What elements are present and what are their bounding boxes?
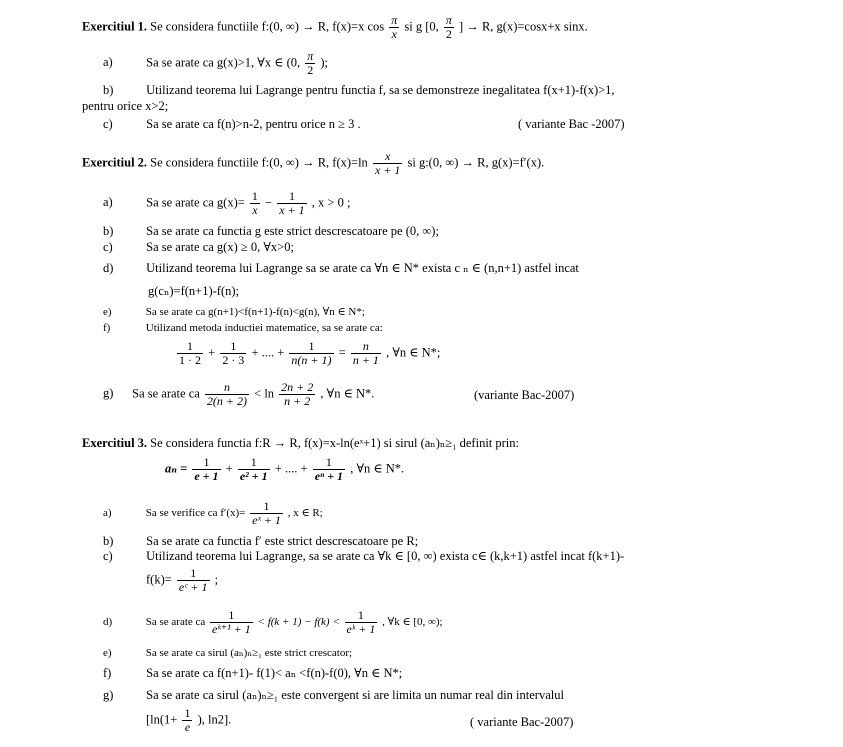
ex2-b-label: b) <box>103 224 114 238</box>
ex3-item-f <box>103 666 402 681</box>
ex3-d-end: , ∀k ∈ [0, ∞); <box>382 616 443 629</box>
ex3-g-cont-a: [ln(1+ <box>146 712 178 727</box>
ex2-item-c <box>103 240 294 255</box>
ex3-source: ( variante Bac-2007) <box>470 715 574 729</box>
ex2-a-frac1: $\frac{1}{x}$ <box>251 189 258 217</box>
ex3-e-label: e) <box>103 647 112 659</box>
ex3-b-text: Sa se arate ca functia f′ este strict descrescatoare pe R; <box>146 534 419 548</box>
ex3-a-end: , x ∈ R; <box>287 507 323 520</box>
ex3-seq-frac3: $\frac{1}{\text{eⁿ + 1}}$ <box>314 455 344 483</box>
ex3-d-text: Sa se arate ca <box>145 616 206 629</box>
ex3-intro: Se considera functia f:R → R, f(x)=x-ln(eˣ+1) si sirul (aₙ)ₙ≥₁ definit prin: <box>150 436 519 450</box>
ex1-item-a <box>103 50 328 77</box>
ex2-a-minus: − <box>265 195 273 210</box>
ex3-g-cont <box>146 707 231 734</box>
ex3-d-frac1: $\frac{1}{\text{eᵏ⁺¹ + 1}}$ <box>212 608 251 636</box>
ex3-c-end: ; <box>214 572 219 587</box>
ex1-intro-c: ] → R, g(x)=cosx+x sinx. <box>459 19 588 34</box>
ex3-f-text: Sa se arate ca f(n+1)- f(1)< aₙ <f(n)-f(0), ∀n ∈ N*; <box>146 666 403 680</box>
ex2-f-frac1: $\frac{1}{1 \cdot 2}$ <box>179 339 201 367</box>
ex3-item-d <box>103 609 443 636</box>
ex3-title: Exercitiul 3. <box>82 436 148 450</box>
ex2-a-text: Sa se arate ca g(x)= <box>146 195 245 210</box>
ex3-a-text: Sa se verifice ca f′(x)= <box>145 507 246 520</box>
ex2-g-label: g) <box>103 386 114 401</box>
ex2-item-g <box>103 381 374 408</box>
ex2-item-a <box>103 190 350 217</box>
ex2-g-end: , ∀n ∈ N*. <box>320 386 375 401</box>
ex1-source: ( variante Bac -2007) <box>518 117 625 131</box>
ex3-a-label: a) <box>103 507 112 520</box>
ex1-c-text: Sa se arate ca f(n)>n-2, pentru orice n ≥ 3 . <box>146 117 361 131</box>
ex1-a-text: Sa se arate ca g(x)>1, ∀x ∈ (0, <box>146 55 301 70</box>
ex2-b-text: Sa se arate ca functia g este strict descrescatoare pe (0, ∞); <box>146 224 439 238</box>
ex3-seq-frac2: $\frac{1}{\text{e² + 1}}$ <box>239 455 268 483</box>
ex3-c-cont-text: f(k)= <box>146 572 172 587</box>
ex2-d-label: d) <box>103 261 114 275</box>
ex3-d-frac2: $\frac{1}{\text{eᵏ + 1}}$ <box>346 608 376 636</box>
ex1-a-pi-over-2: $\frac{\pi}{2}$ <box>307 49 314 77</box>
ex2-a-label: a) <box>103 195 113 210</box>
ex2-e-text: Sa se arate ca g(n+1)<f(n+1)-f(n)<g(n), ∀n ∈ N*; <box>145 306 365 318</box>
ex2-source: (variante Bac-2007) <box>474 388 575 402</box>
ex2-f-text: Utilizand metoda inductiei matematice, sa se arate ca: <box>145 322 383 334</box>
ex2-d-text: Utilizand teorema lui Lagrange sa se arate ca ∀n ∈ N* exista c ₙ ∈ (n,n+1) astfel incat <box>146 261 579 275</box>
ex2-a-frac2: $\frac{1}{x + 1}$ <box>279 189 305 217</box>
ex3-g-frac: $\frac{1}{e}$ <box>184 706 191 734</box>
ex2-item-e <box>103 306 365 319</box>
ex2-c-text: Sa se arate ca g(x) ≥ 0, ∀x>0; <box>146 240 294 254</box>
ex2-g-frac2: $\frac{2n + 2}{n + 2}$ <box>281 380 314 408</box>
ex3-a-frac: $\frac{1}{\text{eˣ + 1}}$ <box>252 499 281 527</box>
ex3-seq-lhs: aₙ = <box>165 461 188 476</box>
ex1-b-label: b) <box>103 83 114 97</box>
ex3-seq-plus: + <box>225 461 233 476</box>
ex3-g-cont-b: ), ln2]. <box>197 712 232 727</box>
ex2-f-equals: = <box>338 345 346 360</box>
ex2-intro-line <box>82 150 544 177</box>
ex1-item-b <box>103 83 615 98</box>
ex3-d-label: d) <box>103 616 113 629</box>
ex3-c-text: Utilizand teorema lui Lagrange, sa se arate ca ∀k ∈ [0, ∞) exista c∈ (k,k+1) astfel incat f(k+1)- <box>146 549 625 563</box>
ex1-c-label: c) <box>103 117 113 131</box>
ex2-a-end: , x > 0 ; <box>311 195 351 210</box>
ex1-b-cont: pentru orice x>2; <box>82 99 169 113</box>
ex2-g-text: Sa se arate ca <box>132 386 200 401</box>
ex1-pi-over-x: $\frac{\pi}{x}$ <box>391 13 398 41</box>
ex1-intro-b: si g [0, <box>404 19 439 34</box>
ex1-b-text: Utilizand teorema lui Lagrange pentru functia f, sa se demonstreze inegalitatea f(x+1)-f(x)>1, <box>146 83 615 97</box>
ex3-seq-dots: + .... + <box>274 461 308 476</box>
ex3-seq-formula <box>165 456 404 483</box>
ex3-c-frac: $\frac{1}{\text{eᶜ + 1}}$ <box>178 566 208 594</box>
ex1-intro-line <box>82 14 588 41</box>
ex2-f-formula <box>175 340 440 367</box>
ex3-g-label: g) <box>103 688 114 702</box>
ex3-item-a <box>103 500 323 527</box>
ex3-item-e <box>103 647 352 660</box>
ex2-g-mid: < ln <box>254 386 275 401</box>
ex3-b-label: b) <box>103 534 114 548</box>
ex2-title: Exercitiul 2. <box>82 155 148 170</box>
ex2-g-frac1: $\frac{n}{2(n + 2)}$ <box>206 380 248 408</box>
ex2-item-f <box>103 322 383 335</box>
ex2-f-end: , ∀n ∈ N*; <box>386 345 441 360</box>
ex1-item-c <box>103 117 663 132</box>
ex3-seq-frac1: $\frac{1}{e + 1}$ <box>194 455 219 483</box>
ex1-a-end: ); <box>320 55 329 70</box>
ex1-a-label: a) <box>103 55 113 70</box>
ex3-e-text: Sa se arate ca sirul (aₙ)ₙ≥₁ este strict crescator; <box>145 647 353 659</box>
ex3-f-label: f) <box>103 666 112 680</box>
ex2-intro-b: si g:(0, ∞) → R, g(x)=f′(x). <box>407 155 545 170</box>
ex2-d-cont: g(cₙ)=f(n+1)-f(n); <box>148 284 239 298</box>
ex3-item-b <box>103 534 418 549</box>
ex3-intro-line <box>82 436 519 451</box>
ex2-item-b <box>103 224 439 239</box>
ex2-f-label: f) <box>103 322 111 334</box>
ex3-d-mid: < f(k + 1) − f(k) < <box>257 616 340 629</box>
ex3-item-c <box>103 549 624 564</box>
ex3-c-cont <box>146 567 218 594</box>
ex1-intro-a: Se considera functiile f:(0, ∞) → R, f(x)=x cos <box>150 19 385 34</box>
ex2-f-plus: + <box>208 345 216 360</box>
ex2-f-frac4: $\frac{n}{n + 1}$ <box>352 339 379 367</box>
ex2-item-d <box>103 261 579 276</box>
ex2-e-label: e) <box>103 306 112 318</box>
ex2-f-frac3: $\frac{1}{n(n + 1)}$ <box>291 339 332 367</box>
ex2-c-label: c) <box>103 240 113 254</box>
ex3-g-text: Sa se arate ca sirul (aₙ)ₙ≥₁ este convergent si are limita un numar real din intervalul <box>146 688 564 702</box>
ex3-c-label: c) <box>103 549 113 563</box>
ex1-title: Exercitiul 1. <box>82 19 148 34</box>
ex2-intro-a: Se considera functiile f:(0, ∞) → R, f(x)=ln <box>150 155 368 170</box>
ex2-intro-frac: $\frac{x}{x + 1}$ <box>374 149 401 177</box>
ex3-item-g <box>103 688 564 703</box>
ex1-pi-over-2: $\frac{\pi}{2}$ <box>445 13 452 41</box>
ex2-f-frac2: $\frac{1}{2 \cdot 3}$ <box>222 339 245 367</box>
ex2-f-dots: + .... + <box>251 345 285 360</box>
ex3-seq-end: , ∀n ∈ N*. <box>350 461 405 476</box>
